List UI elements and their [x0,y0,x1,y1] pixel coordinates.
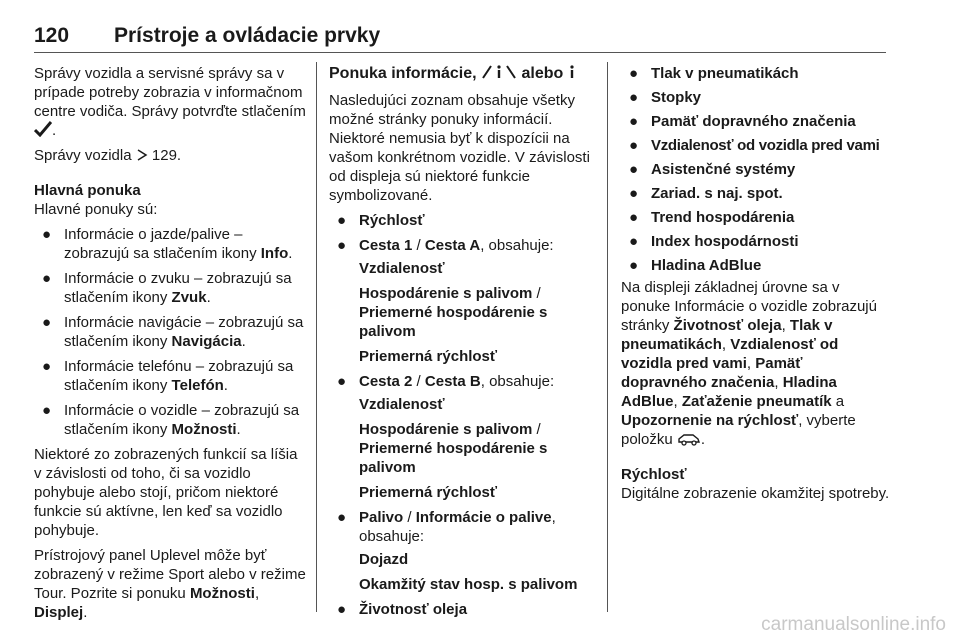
column-divider [607,62,608,612]
list-item: ● Asistenčné systémy [629,161,796,178]
list-item: ● Informácie navigácie – zobrazujú sa stlačením ikony Navigácia. [42,314,304,350]
list-item: ● Trend hospodárenia [629,209,795,226]
list-item: ● Rýchlosť [337,212,425,229]
paragraph-uplevel: Prístrojový panel Uplevel môže byť zobrazený v režime Sport alebo v režime Tour. Pozrite si ponuku Možnosti, Displej. [34,547,306,621]
column-right [621,64,891,509]
checkmark-icon [34,121,52,137]
column-divider [316,62,317,612]
column-left [34,64,306,628]
list-item: ● Index hospodárnosti [629,233,799,250]
car-icon [677,432,701,446]
column-middle [329,64,599,625]
list-item: ● Cesta 1 / Cesta A, obsahuje: Vzdialenosť Hospodárenie s palivom / Priemerné hospodárenie s palivom Priemerná rýchlosť [337,237,554,365]
list-item: ● Vzdialenosť od vozidla pred vami [629,137,880,154]
paragraph-functions: Niektoré zo zobrazených funkcií sa líšia v závislosti od toho, či sa vozidlo pohybuje alebo stojí, pričom niektoré funkcie sú aktívne, len keď sa vozidlo pohybuje. [34,446,298,539]
main-menu-heading: Hlavná ponuka [34,182,141,199]
list-item: ● Životnosť oleja [337,601,468,618]
page-header [34,24,886,53]
info-icon [568,64,576,80]
main-menu-intro: Hlavné ponuky sú: [34,201,158,218]
list-item: ● Stopky [629,89,702,106]
list-item: ● Informácie o jazde/palive – zobrazujú sa stlačením ikony Info. [42,226,293,262]
paragraph-base-display: Na displeji základnej úrovne sa v ponuke Informácie o vozidle zobrazujú stránky Životnosť oleja, Tlak v pneumatikách, Vzdialenosť od vozidla pred vami, Pamäť dopravného značenia, Hladina AdBlue, Zaťaženie pneumatík a Upozornenie na rýchlosť, vyberte položku . [621,279,877,448]
page-number: 120 [34,24,70,47]
list-item: ● Pamäť dopravného značenia [629,113,856,130]
list-item: ● Informácie o zvuku – zobrazujú sa stlačením ikony Zvuk. [42,270,292,306]
paragraph-messages: Správy vozidla a servisné správy sa v prípade potreby zobrazia v informačnom centre vodiča. Správy potvrďte stlačením . [34,65,306,139]
list-item: ● Informácie o vozidle – zobrazujú sa stlačením ikony Možnosti. [42,402,300,438]
info-pages-list [621,64,891,275]
watermark: carmanualsonline.info [761,614,946,635]
info-menu-list [329,211,599,619]
speed-description: Digitálne zobrazenie okamžitej spotreby. [621,485,890,502]
list-item: ● Hladina AdBlue [629,257,762,274]
main-menu-list [34,225,306,439]
list-item: ● Palivo / Informácie o palive, obsahuje: Dojazd Okamžitý stav hosp. s palivom [337,509,578,593]
info-menu-icon [481,64,517,80]
page-reference-arrow-icon [136,148,148,162]
list-item: ● Cesta 2 / Cesta B, obsahuje: Vzdialenosť Hospodárenie s palivom / Priemerné hospodárenie s palivom Priemerná rýchlosť [337,373,555,501]
speed-heading: Rýchlosť [621,466,687,483]
page-title: Prístroje a ovládacie prvky [114,24,381,47]
list-item: ● Informácie telefónu – zobrazujú sa stlačením ikony Telefón. [42,358,294,394]
info-menu-heading: Ponuka informácie, alebo [329,64,599,83]
info-menu-intro: Nasledujúci zoznam obsahuje všetky možné stránky ponuky informácií. Niektoré nemusia byť k dispozícii na vašom konkrétnom vozidle. V závislosti od displeja sú niektoré funkcie symbolizované. [329,92,590,204]
list-item: ● Tlak v pneumatikách [629,65,799,82]
paragraph-vehicle-messages: Správy vozidla 129. [34,147,182,164]
list-item: ● Zariad. s naj. spot. [629,185,783,202]
